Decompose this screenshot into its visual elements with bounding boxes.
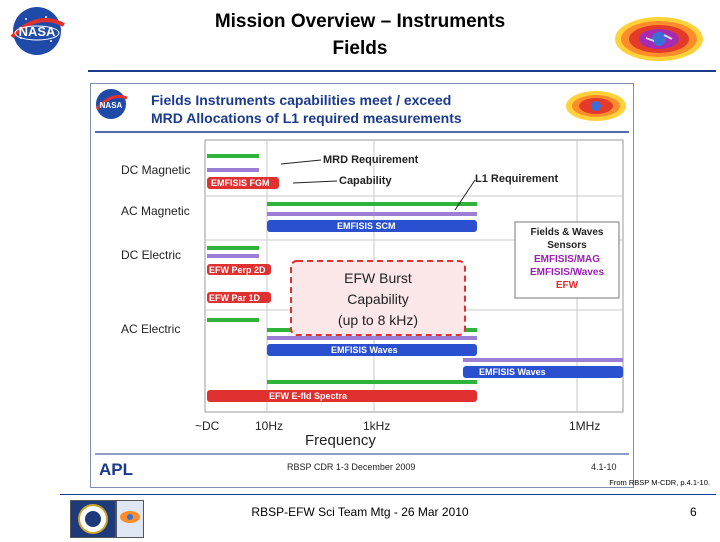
slide-title-line-2: MRD Allocations of L1 required measurements <box>151 110 462 126</box>
bar-label: EMFISIS Waves <box>479 367 546 377</box>
l1-requirement-stripe <box>267 212 477 216</box>
burst-text-line-2: Capability <box>347 291 409 307</box>
header-divider <box>88 70 716 72</box>
bar-label: EMFISIS FGM <box>211 178 270 188</box>
bar-label: EFW Par 1D <box>209 293 261 303</box>
tick-label-1mhz: 1MHz <box>569 419 601 433</box>
slide-footer-right: 4.1-10 <box>591 462 617 472</box>
l1-requirement-stripe <box>267 336 477 340</box>
row-label-dc-magnetic: DC Magnetic <box>121 163 191 177</box>
team-logo <box>116 500 144 538</box>
row-label-ac-electric: AC Electric <box>121 322 181 336</box>
l1-requirement-stripe <box>207 254 259 258</box>
legend-item-emfisis-mag: EMFISIS/MAG <box>533 254 601 265</box>
slide-title-line-1: Fields Instruments capabilities meet / exceed <box>151 92 452 108</box>
source-note: From RBSP M-CDR, p.4.1-10. <box>609 478 710 487</box>
legend-title-line-2: Sensors <box>547 240 587 251</box>
title-line-2: Fields <box>332 38 388 59</box>
annotation-l1-requirement: L1 Requirement <box>475 173 559 185</box>
tick-label-dc: ~DC <box>195 419 220 433</box>
annotation-mrd-requirement: MRD Requirement <box>323 154 419 166</box>
slide-footer-center: RBSP CDR 1-3 December 2009 <box>287 462 416 472</box>
slide-nasa-logo <box>96 89 127 119</box>
mrd-requirement-stripe <box>207 246 259 250</box>
tick-label-1khz: 1kHz <box>363 419 391 433</box>
legend-title-line-1: Fields & Waves <box>530 227 604 238</box>
bar-label: EMFISIS Waves <box>331 345 398 355</box>
svg-text:NASA: NASA <box>18 24 56 39</box>
page-title <box>140 8 580 62</box>
institution-seal-logo <box>70 500 116 538</box>
radiation-belts-logo <box>608 12 710 66</box>
slide-belts-logo <box>566 91 626 121</box>
title-line-1: Mission Overview – Instruments <box>214 11 506 32</box>
l1-requirement-stripe <box>463 358 623 362</box>
mrd-requirement-stripe <box>207 154 259 158</box>
tick-label-10hz: 10Hz <box>255 419 284 433</box>
annotation-capability: Capability <box>339 175 392 187</box>
svg-text:NASA: NASA <box>99 101 123 110</box>
row-label-ac-magnetic: AC Magnetic <box>121 204 190 218</box>
footer-meeting-text: RBSP-EFW Sci Team Mtg - 26 Mar 2010 <box>251 505 469 519</box>
bar-label: EFW Perp 2D <box>209 265 266 275</box>
mrd-requirement-stripe <box>267 202 477 206</box>
embedded-slide <box>90 83 634 488</box>
apl-logo: APL <box>99 460 133 479</box>
mrd-requirement-stripe <box>267 380 477 384</box>
row-label-dc-electric: DC Electric <box>121 248 182 262</box>
nasa-logo <box>6 5 68 57</box>
page-number: 6 <box>690 505 697 519</box>
bar-label: EMFISIS SCM <box>337 221 396 231</box>
burst-text-line-1: EFW Burst <box>344 270 412 286</box>
footer-divider <box>60 494 716 495</box>
bar-label: EFW E-fld Spectra <box>269 391 348 401</box>
burst-text-line-3: (up to 8 kHz) <box>337 312 419 328</box>
legend-item-emfisis-waves: EMFISIS/Waves <box>529 267 605 278</box>
mrd-requirement-stripe <box>207 318 259 322</box>
l1-requirement-stripe <box>207 168 259 172</box>
axis-label-frequency: Frequency <box>305 432 376 449</box>
legend-item-efw: EFW <box>555 280 579 291</box>
